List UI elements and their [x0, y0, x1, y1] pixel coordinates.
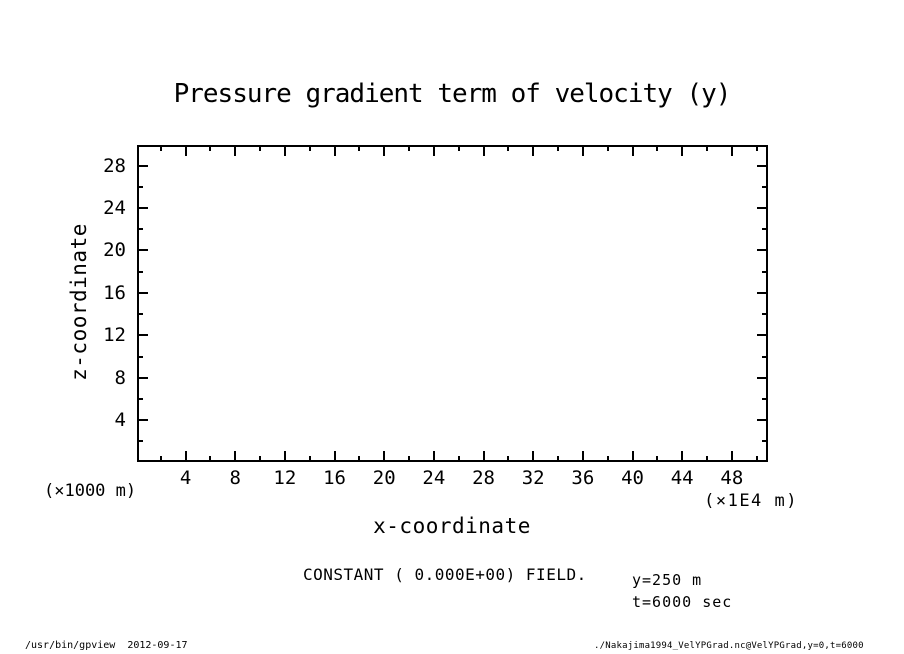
y-minor-tick-right	[762, 271, 766, 273]
x-major-tick-top	[681, 147, 683, 156]
y-tick-label: 12	[103, 324, 126, 347]
x-minor-tick-bottom	[160, 456, 162, 460]
x-major-tick-bottom	[582, 451, 584, 460]
y-major-tick-left	[139, 207, 148, 209]
x-major-tick-top	[383, 147, 385, 156]
y-minor-tick-right	[762, 228, 766, 230]
x-tick-label: 32	[521, 467, 545, 489]
y-tick-labels	[90, 147, 126, 460]
x-major-tick-top	[284, 147, 286, 156]
footer-source-path: ./Nakajima1994_VelYPGrad.nc@VelYPGrad,y=0,t=6000	[594, 641, 864, 651]
x-tick-label: 16	[323, 467, 346, 489]
y-major-tick-right	[757, 165, 766, 167]
x-minor-tick-bottom	[209, 456, 211, 460]
x-minor-tick-top	[160, 147, 162, 151]
y-minor-tick-left	[139, 228, 143, 230]
y-major-tick-right	[757, 292, 766, 294]
y-major-tick-left	[139, 165, 148, 167]
x-minor-tick-top	[309, 147, 311, 151]
x-minor-tick-bottom	[309, 456, 311, 460]
x-tick-label: 28	[472, 467, 495, 489]
x-minor-tick-top	[458, 147, 460, 151]
x-major-tick-bottom	[483, 451, 485, 460]
x-major-tick-bottom	[284, 451, 286, 460]
x-tick-labels	[139, 467, 766, 489]
y-minor-tick-right	[762, 440, 766, 442]
x-major-tick-top	[185, 147, 187, 156]
x-minor-tick-top	[557, 147, 559, 151]
x-tick-label: 36	[571, 467, 595, 489]
constant-field-note: CONSTANT ( 0.000E+00) FIELD.	[303, 565, 587, 584]
y-minor-tick-left	[139, 356, 143, 358]
x-major-tick-bottom	[234, 451, 236, 460]
y-major-tick-left	[139, 292, 148, 294]
y-tick-label: 28	[103, 154, 126, 177]
y-major-tick-left	[139, 419, 148, 421]
y-minor-tick-right	[762, 398, 766, 400]
y-minor-tick-left	[139, 186, 143, 188]
x-major-tick-top	[532, 147, 534, 156]
footer-command: /usr/bin/gpview	[25, 640, 116, 651]
x-major-tick-bottom	[185, 451, 187, 460]
y-major-tick-right	[757, 334, 766, 336]
y-minor-tick-left	[139, 271, 143, 273]
x-minor-tick-bottom	[259, 456, 261, 460]
x-major-tick-bottom	[532, 451, 534, 460]
x-tick-label: 48	[720, 467, 744, 489]
x-minor-tick-top	[209, 147, 211, 151]
y-axis-label: z-coordinate	[67, 222, 91, 381]
slice-info	[632, 569, 732, 613]
x-axis-label: x-coordinate	[373, 514, 531, 538]
x-major-tick-top	[632, 147, 634, 156]
x-minor-tick-bottom	[358, 456, 360, 460]
x-axis-unit: (×1E4 m)	[704, 491, 798, 511]
x-major-tick-bottom	[731, 451, 733, 460]
slice-t-value: t=6000 sec	[632, 593, 733, 611]
y-axis-unit: (×1000 m)	[44, 481, 137, 501]
y-tick-label: 16	[103, 281, 126, 304]
y-major-tick-right	[757, 377, 766, 379]
x-major-tick-bottom	[334, 451, 336, 460]
x-major-tick-bottom	[433, 451, 435, 460]
x-major-tick-top	[234, 147, 236, 156]
slice-y-value: y=250 m	[632, 571, 703, 589]
y-major-tick-left	[139, 377, 148, 379]
x-minor-tick-bottom	[607, 456, 609, 460]
x-major-tick-bottom	[383, 451, 385, 460]
x-minor-tick-top	[656, 147, 658, 151]
y-minor-tick-left	[139, 313, 143, 315]
y-major-tick-left	[139, 249, 148, 251]
x-tick-label: 8	[229, 467, 241, 489]
y-tick-label: 8	[114, 366, 126, 389]
x-tick-label: 20	[372, 467, 396, 489]
x-major-tick-top	[731, 147, 733, 156]
x-tick-label: 4	[179, 467, 192, 489]
x-minor-tick-bottom	[408, 456, 410, 460]
x-minor-tick-top	[756, 147, 758, 151]
y-minor-tick-right	[762, 186, 766, 188]
x-tick-label: 24	[422, 467, 446, 489]
x-tick-label: 44	[670, 467, 694, 489]
x-major-tick-top	[582, 147, 584, 156]
x-minor-tick-top	[259, 147, 261, 151]
y-minor-tick-left	[139, 440, 143, 442]
x-minor-tick-bottom	[557, 456, 559, 460]
x-major-tick-top	[334, 147, 336, 156]
x-minor-tick-top	[358, 147, 360, 151]
footer-date: 2012-09-17	[127, 640, 188, 651]
x-tick-label: 12	[273, 467, 297, 489]
x-tick-label: 40	[621, 467, 644, 489]
y-major-tick-left	[139, 334, 148, 336]
y-major-tick-right	[757, 249, 766, 251]
y-tick-label: 4	[114, 409, 126, 432]
y-minor-tick-right	[762, 356, 766, 358]
x-minor-tick-top	[706, 147, 708, 151]
plot-area	[137, 145, 768, 462]
y-major-tick-right	[757, 419, 766, 421]
plot-title: Pressure gradient term of velocity (y)	[173, 79, 731, 109]
y-tick-label: 20	[103, 239, 126, 262]
footer-command-line	[25, 640, 188, 651]
x-major-tick-top	[483, 147, 485, 156]
x-major-tick-bottom	[632, 451, 634, 460]
x-minor-tick-top	[507, 147, 509, 151]
y-minor-tick-right	[762, 313, 766, 315]
y-major-tick-right	[757, 207, 766, 209]
x-minor-tick-top	[408, 147, 410, 151]
x-major-tick-top	[433, 147, 435, 156]
y-minor-tick-left	[139, 398, 143, 400]
x-minor-tick-top	[607, 147, 609, 151]
x-major-tick-bottom	[681, 451, 683, 460]
x-minor-tick-bottom	[507, 456, 509, 460]
x-minor-tick-bottom	[656, 456, 658, 460]
x-minor-tick-bottom	[706, 456, 708, 460]
y-tick-label: 24	[103, 197, 126, 219]
x-minor-tick-bottom	[458, 456, 460, 460]
x-minor-tick-bottom	[756, 456, 758, 460]
